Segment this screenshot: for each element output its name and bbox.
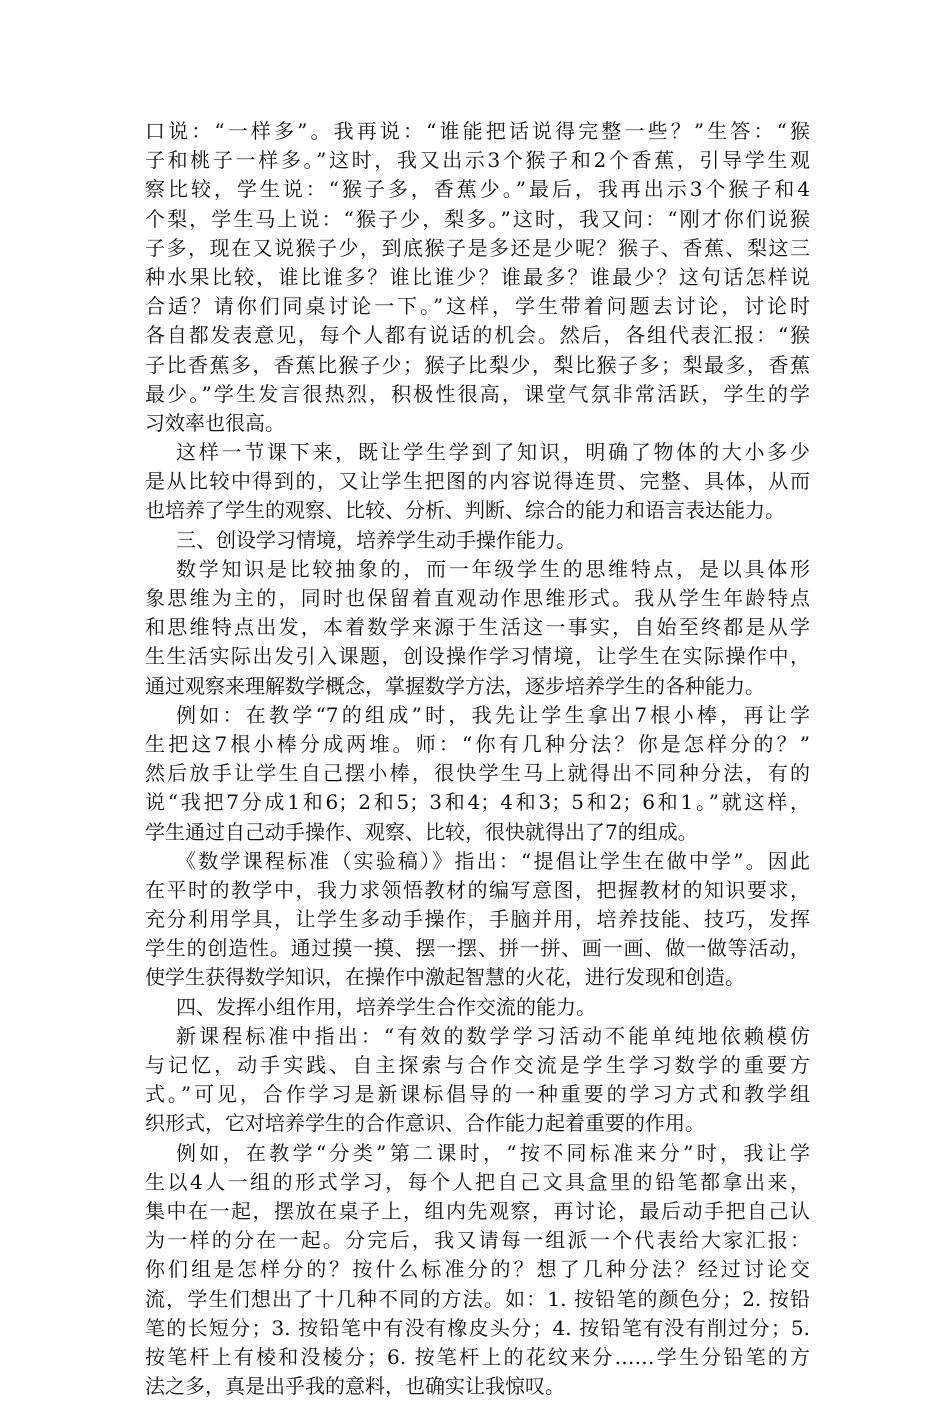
text-line: 数学知识是比较抽象的，而一年级学生的思维特点，是以具体形 bbox=[176, 556, 810, 581]
text-line: 说“我把7分成1和6；2和5；3和4；4和3；5和2；6和1。”就这样， bbox=[145, 790, 810, 815]
text-line: 象思维为主的，同时也保留着直观动作思维形式。我从学生年龄特点 bbox=[145, 586, 810, 610]
text-line: 织形式，它对培养学生的合作意识、合作能力起着重要的作用。 bbox=[145, 1111, 705, 1136]
paragraph bbox=[145, 1139, 810, 1401]
text-line: 生把这7根小棒分成两堆。师：“你有几种分法？你是怎样分的？” bbox=[145, 731, 810, 756]
text-line: 例如，在教学“分类”第二课时，“按不同标准来分”时，我让学 bbox=[176, 1140, 810, 1165]
text-line: 使学生获得数学知识，在操作中激起智慧的火花，进行发现和创造。 bbox=[145, 965, 745, 990]
text-line: 习效率也很高。 bbox=[145, 410, 285, 435]
text-line: 这样一节课下来，既让学生学到了知识，明确了物体的大小多少 bbox=[176, 440, 810, 465]
document-body bbox=[145, 117, 810, 1401]
text-line: 生以4人一组的形式学习，每个人把自己文具盒里的铅笔都拿出来， bbox=[145, 1169, 810, 1194]
paragraph bbox=[145, 117, 810, 438]
text-line: 笔的长短分；3. 按铅笔中有没有橡皮头分；4. 按铅笔有没有削过分；5. bbox=[145, 1315, 810, 1340]
text-line: 口说：“一样多”。我再说：“谁能把话说得完整一些？”生答：“猴 bbox=[145, 119, 810, 143]
text-line: 最少。”学生发言很热烈，积极性很高，课堂气氛非常活跃，学生的学 bbox=[145, 381, 810, 406]
text-line: 三、创设学习情境，培养学生动手操作能力。 bbox=[176, 527, 576, 552]
text-line: 按笔杆上有棱和没棱分；6. 按笔杆上的花纹来分……学生分铅笔的方 bbox=[145, 1344, 810, 1369]
text-line: 与记忆，动手实践、自主探索与合作交流是学生学习数学的重要方 bbox=[145, 1053, 810, 1077]
text-line: 和思维特点出发，本着数学来源于生活这一事实，自始至终都是从学 bbox=[145, 615, 810, 640]
paragraph bbox=[145, 526, 810, 555]
text-line: 个梨，学生马上说：“猴子少，梨多。”这时，我又问：“刚才你们说猴 bbox=[145, 206, 810, 231]
text-line: 你们组是怎样分的？按什么标准分的？想了几种分法？经过讨论交 bbox=[145, 1257, 810, 1282]
text-line: 子多，现在又说猴子少，到底猴子是多还是少呢？猴子、香蕉、梨这三 bbox=[145, 235, 810, 260]
text-line: 合适？请你们同桌讨论一下。”这样，学生带着问题去讨论，讨论时 bbox=[145, 294, 810, 319]
text-line: 也培养了学生的观察、比较、分析、判断、综合的能力和语言表达能力。 bbox=[145, 498, 785, 523]
text-line: 充分利用学具，让学生多动手操作，手脑并用，培养技能、技巧，发挥 bbox=[145, 907, 810, 932]
text-line: 四、发挥小组作用，培养学生合作交流的能力。 bbox=[176, 994, 596, 1019]
text-line: 子和桃子一样多。”这时，我又出示3个猴子和2个香蕉，引导学生观 bbox=[145, 148, 810, 173]
paragraph bbox=[145, 438, 810, 526]
text-line: 是从比较中得到的，又让学生把图的内容说得连贯、完整、具体，从而 bbox=[145, 469, 810, 494]
text-line: 在平时的教学中，我力求领悟教材的编写意图，把握教材的知识要求， bbox=[145, 877, 810, 902]
text-line: 学生的创造性。通过摸一摸、摆一摆、拼一拼、画一画、做一做等活动， bbox=[145, 936, 810, 961]
paragraph bbox=[145, 847, 810, 993]
paragraph bbox=[145, 555, 810, 701]
text-line: 种水果比较，谁比谁多？谁比谁少？谁最多？谁最少？这句话怎样说 bbox=[145, 264, 810, 289]
text-line: 为一样的分在一起。分完后，我又请每一组派一个代表给大家汇报： bbox=[145, 1228, 810, 1253]
text-line: 察比较，学生说：“猴子多，香蕉少。”最后，我再出示3个猴子和4 bbox=[145, 177, 810, 202]
text-line: 集中在一起，摆放在桌子上，组内先观察，再讨论，最后动手把自己认 bbox=[145, 1198, 810, 1223]
paragraph bbox=[145, 701, 810, 847]
text-line: 生生活实际出发引入课题，创设操作学习情境，让学生在实际操作中， bbox=[145, 644, 810, 669]
text-line: 然后放手让学生自己摆小棒，很快学生马上就得出不同种分法，有的 bbox=[145, 761, 810, 786]
text-line: 法之多，真是出乎我的意料，也确实让我惊叹。 bbox=[145, 1374, 565, 1399]
text-line: 式。”可见，合作学习是新课标倡导的一种重要的学习方式和教学组 bbox=[145, 1082, 810, 1107]
text-line: 例如：在教学“7的组成”时，我先让学生拿出7根小棒，再让学 bbox=[176, 702, 810, 727]
paragraph bbox=[145, 1022, 810, 1139]
text-line: 《数学课程标准（实验稿）》指出：“提倡让学生在做中学”。因此 bbox=[176, 848, 810, 873]
text-line: 通过观察来理解数学概念，掌握数学方法，逐步培养学生的各种能力。 bbox=[145, 673, 765, 698]
text-line: 子比香蕉多，香蕉比猴子少；猴子比梨少，梨比猴子多；梨最多，香蕉 bbox=[145, 352, 810, 377]
paragraph bbox=[145, 993, 810, 1022]
text-line: 流，学生们想出了十几种不同的方法。如：1. 按铅笔的颜色分；2. 按铅 bbox=[145, 1286, 810, 1311]
text-line: 新课程标准中指出：“有效的数学学习活动不能单纯地依赖模仿 bbox=[176, 1023, 810, 1048]
text-line: 各自都发表意见，每个人都有说话的机会。然后，各组代表汇报：“猴 bbox=[145, 323, 810, 348]
text-line: 学生通过自己动手操作、观察、比较，很快就得出了7的组成。 bbox=[145, 819, 698, 844]
